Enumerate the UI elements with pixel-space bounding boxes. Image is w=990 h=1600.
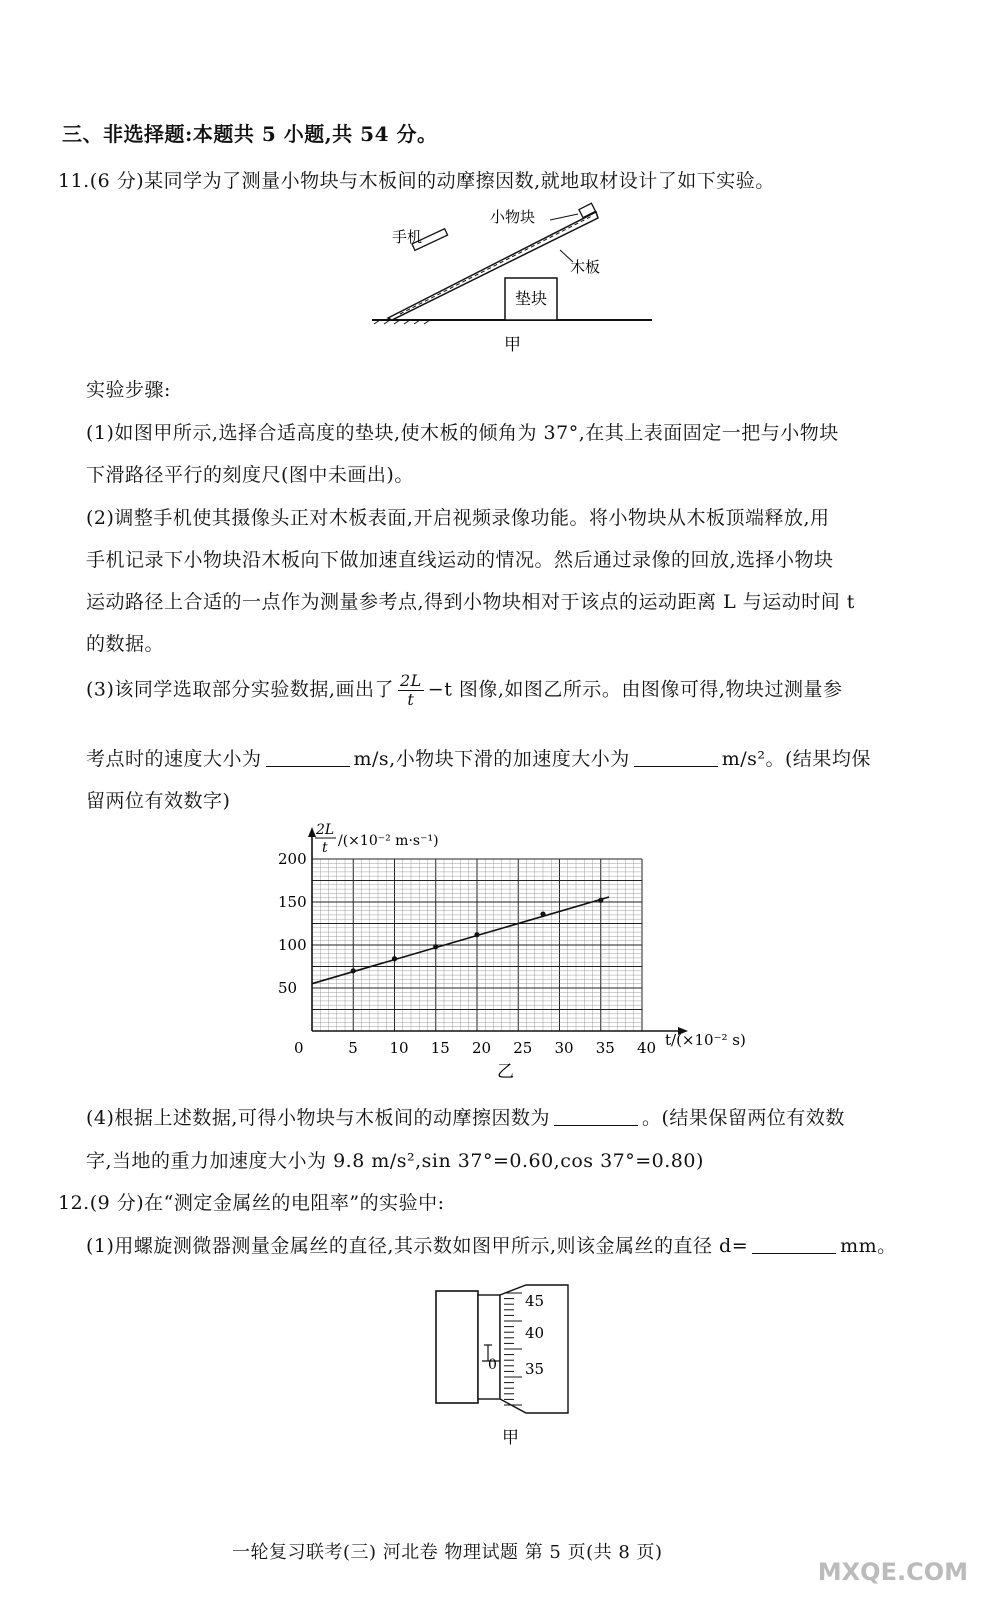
micrometer-caption: 甲 <box>502 1428 519 1448</box>
y-tick-label: 50 <box>278 979 298 997</box>
step3-line1 <box>86 672 842 709</box>
q12-stem: 12.(9 分)在“测定金属丝的电阻率”的实验中: <box>58 1192 445 1214</box>
y-tick-label: 100 <box>278 936 307 954</box>
step4-line1 <box>86 1103 845 1130</box>
page-footer: 一轮复习联考(三) 河北卷 物理试题 第 5 页(共 8 页) <box>232 1542 663 1563</box>
phone-label: 手机 <box>392 228 423 246</box>
q11-stem: 11.(6 分)某同学为了测量小物块与木板间的动摩擦因数,就地取材设计了如下实验。 <box>58 170 775 192</box>
ylabel-frac-den: t <box>322 840 328 856</box>
figure-a-caption: 甲 <box>504 335 521 355</box>
step3-line3: 留两位有效数字) <box>86 790 231 812</box>
q12-part1-unit: mm。 <box>840 1235 897 1257</box>
answer-blank-acceleration[interactable] <box>634 748 718 767</box>
chart-grid <box>312 859 642 1031</box>
figure-b-caption: 乙 <box>497 1062 514 1082</box>
graph-b <box>260 815 760 1085</box>
chart-axes <box>308 827 688 1035</box>
fraction-numerator: 2L <box>399 671 422 690</box>
micrometer-label-45: 45 <box>525 1292 545 1310</box>
answer-blank-friction[interactable] <box>554 1107 638 1126</box>
data-point <box>474 932 479 937</box>
board-label: 木板 <box>570 258 601 276</box>
data-point <box>433 944 438 949</box>
x-tick-label: 10 <box>389 1039 409 1057</box>
answer-blank-diameter[interactable] <box>752 1235 836 1254</box>
step2-line3: 运动路径上合适的一点作为测量参考点,得到小物块相对于该点的运动距离 L 与运动时间 t <box>86 591 855 613</box>
x-tick-label: 40 <box>637 1039 657 1057</box>
micrometer-zero: 0 <box>488 1357 497 1373</box>
ylabel-units: /(×10⁻² m·s⁻¹) <box>338 833 439 849</box>
section-title: 三、非选择题:本题共 5 小题,共 54 分。 <box>62 122 438 146</box>
step3-post: −t 图像,如图乙所示。由图像可得,物块过测量参 <box>427 678 843 701</box>
chart-ylabel <box>315 822 439 856</box>
step3-text-c: m/s²。(结果均保 <box>721 748 871 770</box>
answer-blank-velocity[interactable] <box>266 748 350 767</box>
pad-label: 垫块 <box>515 289 548 308</box>
x-tick-label: 30 <box>554 1039 574 1057</box>
x-tick-label: 35 <box>595 1039 615 1057</box>
origin-label: 0 <box>294 1039 304 1057</box>
x-tick-label: 20 <box>472 1039 492 1057</box>
fraction-2l-over-t <box>398 672 424 709</box>
step3-text-a: 考点时的速度大小为 <box>86 748 262 770</box>
step3-line2 <box>86 744 871 771</box>
steps-title: 实验步骤: <box>86 379 171 401</box>
micrometer-figure <box>430 1275 610 1455</box>
incline-figure <box>360 200 660 360</box>
x-tick-label: 25 <box>513 1039 533 1057</box>
data-point <box>392 956 397 961</box>
data-point <box>351 968 356 973</box>
step2-line1: (2)调整手机使其摄像头正对木板表面,开启视频录像功能。将小物块从木板顶端释放,用 <box>86 507 830 529</box>
data-point <box>598 898 603 903</box>
q12-part1 <box>86 1231 897 1258</box>
ylabel-frac-num: 2L <box>316 822 335 838</box>
micrometer-label-35: 35 <box>525 1360 545 1378</box>
step1-line1: (1)如图甲所示,选择合适高度的垫块,使木板的倾角为 37°,在其上表面固定一把与小物块 <box>86 422 839 444</box>
step3-text-b: m/s,小物块下滑的加速度大小为 <box>353 748 630 770</box>
data-point <box>540 911 545 916</box>
fraction-denominator: t <box>407 690 415 709</box>
micrometer-label-40: 40 <box>525 1324 545 1342</box>
y-tick-label: 150 <box>278 893 307 911</box>
q12-part1-text: (1)用螺旋测微器测量金属丝的直径,其示数如图甲所示,则该金属丝的直径 d= <box>86 1235 749 1257</box>
watermark: MXQE.COM <box>817 1558 968 1586</box>
y-axis-arrow <box>308 827 316 837</box>
x-tick-label: 15 <box>430 1039 450 1057</box>
xlabel: t/(×10⁻² s) <box>665 1031 746 1049</box>
block-label: 小物块 <box>490 208 536 226</box>
x-tick-label: 5 <box>348 1039 358 1057</box>
step1-line2: 下滑路径平行的刻度尺(图中未画出)。 <box>86 464 414 486</box>
step4-line2: 字,当地的重力加速度大小为 9.8 m/s²,sin 37°=0.60,cos 37°=0.80) <box>86 1150 704 1172</box>
y-tick-label: 200 <box>278 850 307 868</box>
step4-text-b: 。(结果保留两位有效数 <box>641 1107 845 1129</box>
step2-line2: 手机记录下小物块沿木板向下做加速直线运动的情况。然后通过录像的回放,选择小物块 <box>86 549 834 571</box>
step2-line4: 的数据。 <box>86 633 165 655</box>
step4-text-a: (4)根据上述数据,可得小物块与木板间的动摩擦因数为 <box>86 1107 550 1129</box>
step3-pre: (3)该同学选取部分实验数据,画出了 <box>86 678 394 701</box>
